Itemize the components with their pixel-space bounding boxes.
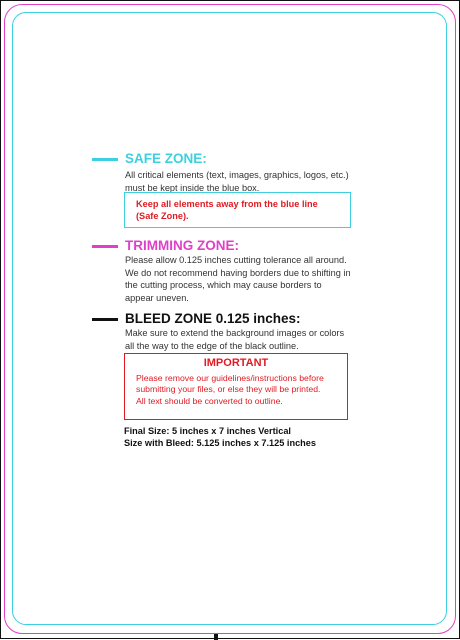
trimming-zone-description: Please allow 0.125 inches cutting tolerance all around. We do not recommend having borders due to shifting in the cutting process, which may cause borders to appear uneven. xyxy=(125,255,351,303)
important-title: IMPORTANT xyxy=(203,357,269,369)
bleed-zone-legend-line xyxy=(92,318,118,321)
bottom-center-tick xyxy=(214,634,218,640)
trimming-zone-legend-line xyxy=(92,245,118,248)
safe-zone-note: Keep all elements away from the blue line (Safe Zone). xyxy=(136,199,318,221)
safe-zone-heading: SAFE ZONE: xyxy=(125,151,207,166)
important-description: Please remove our guidelines/instructions before submitting your files, or else they will be printed. All text should be converted to outline. xyxy=(136,373,324,406)
bleed-zone-description: Make sure to extend the background images or colors all the way to the edge of the black outline. xyxy=(125,328,345,351)
safe-zone-note-box xyxy=(124,192,351,228)
final-size-line: Final Size: 5 inches x 7 inches Vertical xyxy=(124,426,291,436)
safe-zone-description: All critical elements (text, images, graphics, logos, etc.) must be kept inside the blue box. xyxy=(125,170,349,193)
important-box xyxy=(124,353,348,420)
bleed-size-line: Size with Bleed: 5.125 inches x 7.125 inches xyxy=(124,438,317,448)
bleed-zone-heading: BLEED ZONE 0.125 inches: xyxy=(125,311,301,326)
final-size-block xyxy=(124,425,316,449)
safe-zone-legend-line xyxy=(92,158,118,161)
trimming-zone-heading: TRIMMING ZONE: xyxy=(125,238,239,253)
